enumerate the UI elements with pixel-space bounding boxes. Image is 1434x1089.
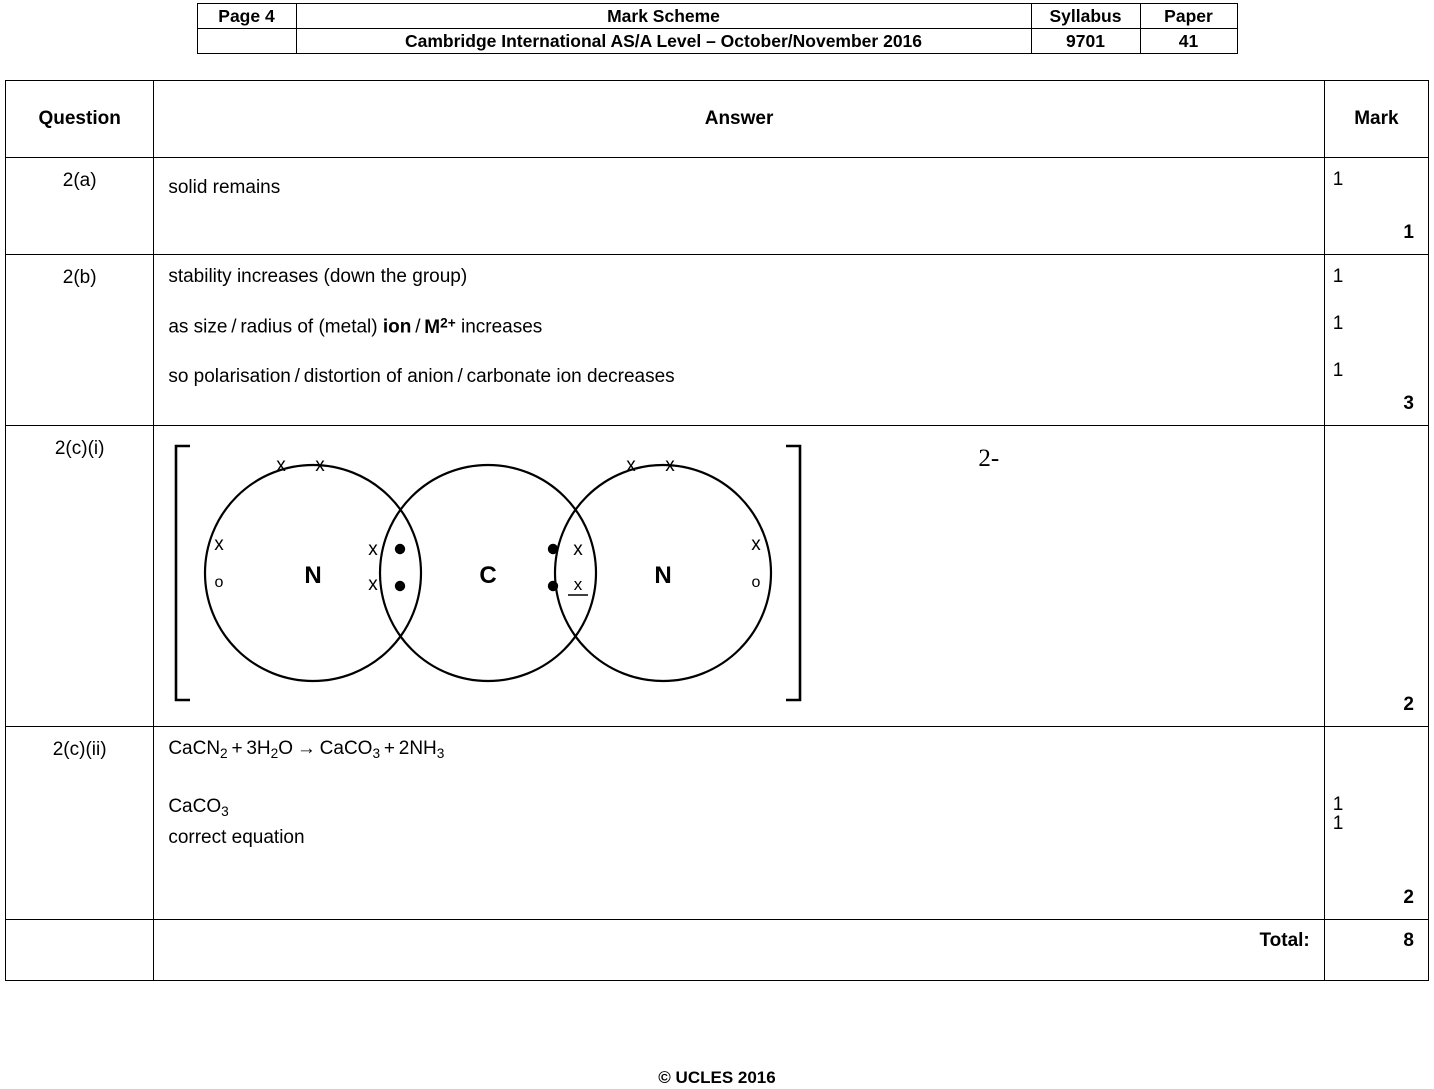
header-subtitle: Cambridge International AS/A Level – October/November 2016: [296, 29, 1031, 54]
header-paper-label: Paper: [1140, 4, 1237, 29]
svg-text:o: o: [214, 574, 224, 591]
header-row-2: [197, 29, 1237, 54]
lewis-structure-svg: [168, 438, 1018, 706]
header-paper-value: 41: [1140, 29, 1237, 54]
answer-cell: [154, 426, 1324, 727]
total-label: Total:: [154, 920, 1324, 981]
answer-line: solid remains: [168, 177, 281, 198]
mark-value: 1: [1332, 813, 1344, 834]
header-syllabus-label: Syllabus: [1031, 4, 1140, 29]
header-table-wrapper: [0, 0, 1434, 54]
answer-cell: [154, 727, 1324, 920]
charge-label: 2-: [978, 445, 1000, 472]
total-row-question-blank: [6, 920, 154, 981]
question-number: 2(a): [6, 158, 154, 255]
column-header-mark: Mark: [1324, 81, 1428, 158]
answer-cell: [154, 158, 1324, 255]
footer-copyright: © UCLES 2016: [658, 1068, 776, 1087]
header-page-label: Page 4: [197, 4, 296, 29]
table-row: [6, 255, 1429, 426]
answer-line: stability increases (down the group): [168, 266, 468, 287]
svg-text:x: x: [315, 455, 326, 476]
answer-line: so polarisation / distortion of anion / carbonate ion decreases: [168, 365, 675, 387]
question-number: 2(c)(i): [6, 426, 154, 727]
svg-text:x: x: [751, 534, 762, 555]
header-syllabus-value: 9701: [1031, 29, 1140, 54]
mark-cell: [1324, 727, 1428, 920]
table-row: [6, 158, 1429, 255]
header-table: [197, 3, 1238, 54]
mark-subtotal: 1: [1403, 222, 1414, 243]
question-number: 2(c)(ii): [6, 727, 154, 920]
table-row: [6, 727, 1429, 920]
svg-text:x: x: [573, 539, 584, 560]
answer-line: as size / radius of (metal) ion / $M^{2+}$ increases: [168, 315, 543, 338]
svg-text:C: C: [479, 562, 497, 589]
answer-cell: [154, 255, 1324, 426]
mark-subtotal: 3: [1403, 393, 1414, 414]
mark-value: 1: [1332, 266, 1344, 287]
header-title: Mark Scheme: [296, 4, 1031, 29]
chemical-equation: CaCN$_2$ + $3H_2O$ → CaCO$_3$ + $2NH_3$: [168, 738, 445, 761]
total-value: 8: [1324, 920, 1428, 981]
mark-subtotal: 2: [1403, 694, 1414, 715]
header-page-blank: [197, 29, 296, 54]
mark-cell: [1324, 158, 1428, 255]
table-total-row: [6, 920, 1429, 981]
table-row: [6, 426, 1429, 727]
mark-value: 1: [1332, 313, 1344, 334]
svg-text:x: x: [214, 534, 225, 555]
svg-text:x: x: [626, 455, 637, 476]
svg-text:x: x: [368, 574, 379, 595]
svg-text:x: x: [276, 455, 287, 476]
svg-text:x: x: [368, 539, 379, 560]
mark-subtotal: 2: [1403, 887, 1414, 908]
answer-line: CaCO$_3$: [168, 795, 229, 819]
svg-text:x: x: [665, 455, 676, 476]
mark-cell: [1324, 255, 1428, 426]
svg-text:o: o: [751, 574, 761, 591]
question-number: 2(b): [6, 255, 154, 426]
mark-value: 1: [1332, 794, 1344, 815]
column-header-question: Question: [6, 81, 154, 158]
mark-scheme-table-wrapper: [0, 80, 1434, 981]
table-header-row: [6, 81, 1429, 158]
column-header-answer: Answer: [154, 81, 1324, 158]
answer-line: correct equation: [168, 827, 305, 849]
svg-text:N: N: [304, 562, 322, 589]
svg-text:x: x: [574, 575, 583, 594]
svg-text:N: N: [654, 562, 672, 589]
mark-cell: [1324, 426, 1428, 727]
lewis-structure-diagram: [168, 438, 1028, 708]
header-row-1: [197, 4, 1237, 29]
mark-scheme-table: [5, 80, 1429, 981]
mark-value: 1: [1332, 169, 1344, 190]
mark-value: 1: [1332, 360, 1344, 381]
